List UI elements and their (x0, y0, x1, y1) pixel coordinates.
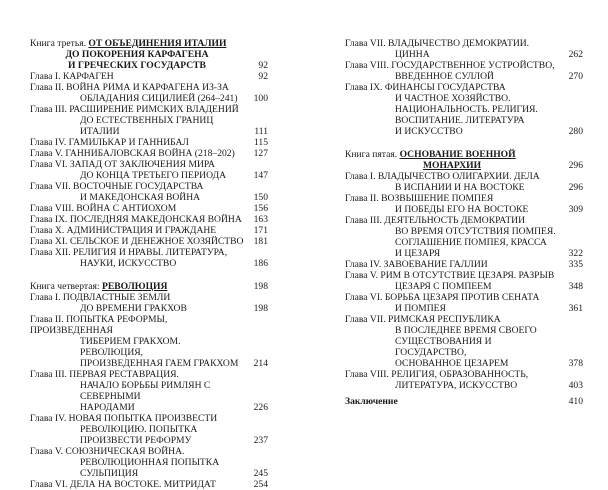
chapter-title-cont: НАРОДАМИ (80, 402, 135, 413)
toc-chapter[interactable] (30, 148, 268, 159)
toc-chapter[interactable] (30, 203, 268, 214)
page-number: 150 (253, 192, 268, 203)
chapter-title-cont: ЦЕЗАРЯ С ПОМПЕЕМ (395, 281, 492, 292)
chapter-title-cont: НАЧАЛО БОРЬБЫ РИМЛЯН С СЕВЕРНЫМИ (80, 380, 211, 402)
conclusion-title: Заключение (345, 396, 398, 407)
chapter-title: Глава III. РАСШИРЕНИЕ РИМСКИХ ВЛАДЕНИЙ (30, 104, 239, 115)
chapter-title-cont: НАУКИ, ИСКУССТВО (80, 258, 177, 269)
chapter-title-cont: ЦИННА (395, 49, 430, 60)
toc-left-column (30, 38, 268, 490)
page-number: 348 (568, 281, 583, 292)
book-title: ОТ ОБЪЕДИНЕНИЯ ИТАЛИИ (88, 38, 227, 49)
chapter-title: Глава V. РИМ В ОТСУТСТВИЕ ЦЕЗАРЯ. РАЗРЫВ (345, 270, 555, 281)
toc-chapter[interactable] (30, 247, 268, 269)
book-title: ОСНОВАНИЕ ВОЕННОЙ (399, 149, 516, 160)
page-number: 147 (253, 170, 268, 181)
book-prefix: Книга третья. (30, 38, 89, 49)
page-number: 226 (253, 402, 268, 413)
chapter-title-cont: ДО ВРЕМЕНИ ГРАКХОВ (80, 303, 187, 314)
page-number: 171 (253, 225, 268, 236)
chapter-title: Глава II. ВОЙНА РИМА И КАРФАГЕНА ИЗ-ЗА (30, 82, 229, 93)
chapter-title-cont: И ИСКУССТВО (395, 126, 463, 137)
chapter-title-cont: В ПОСЛЕДНЕЕ ВРЕМЯ СВОЕГО (395, 325, 537, 336)
toc-chapter[interactable] (345, 369, 583, 391)
toc-chapter[interactable] (30, 159, 268, 181)
toc-chapter[interactable] (30, 413, 268, 446)
page-number: 92 (258, 60, 268, 71)
book-title: РЕВОЛЮЦИЯ (101, 281, 168, 292)
page-number: 280 (568, 126, 583, 137)
page-number: 181 (253, 236, 268, 247)
chapter-title: Глава IV. ЗАВОЕВАНИЕ ГАЛЛИИ (345, 259, 488, 270)
chapter-title: Глава V. ГАННИБАЛОВСКАЯ ВОЙНА (218–202) (30, 148, 235, 159)
toc-chapter[interactable] (30, 82, 268, 104)
page-number: 262 (568, 49, 583, 60)
chapter-title-cont: И ПОМПЕЯ (395, 303, 446, 314)
book-title-line: И ГРЕЧЕСКИХ ГОСУДАРСТВ (68, 60, 206, 71)
page-number: 361 (568, 303, 583, 314)
chapter-title-cont: И ПОБЕДЫ ЕГО НА ВОСТОКЕ (395, 204, 529, 215)
chapter-title-cont: СОГЛАШЕНИЕ ПОМПЕЯ, КРАССА (395, 237, 547, 248)
page-number: 156 (253, 203, 268, 214)
toc-chapter[interactable] (345, 270, 583, 292)
page-number: 270 (568, 71, 583, 82)
toc-chapter[interactable] (30, 446, 268, 479)
page-number: 198 (253, 281, 268, 292)
page-number: 214 (253, 358, 268, 369)
toc-chapter[interactable] (30, 369, 268, 413)
chapter-title: Глава VIII. РЕЛИГИЯ, ОБРАЗОВАННОСТЬ, (345, 369, 529, 380)
toc-chapter[interactable] (345, 38, 583, 60)
toc-chapter[interactable] (345, 82, 583, 137)
chapter-title-cont: ТИБЕРИЕМ ГРАКХОМ. РЕВОЛЮЦИЯ, (80, 336, 181, 358)
chapter-title: Глава VI. ЗАПАД ОТ ЗАКЛЮЧЕНИЯ МИРА (30, 159, 215, 170)
chapter-title-cont: И ЦЕЗАРЯ (395, 248, 441, 259)
chapter-title-cont: ВО ВРЕМЯ ОТСУТСТВИЯ ПОМПЕЯ. (395, 226, 556, 237)
chapter-title-cont: РЕВОЛЮЦИОННАЯ ПОПЫТКА (80, 457, 220, 468)
chapter-title: Глава IX. ПОСЛЕДНЯЯ МАКЕДОНСКАЯ ВОЙНА (30, 214, 242, 225)
page-number: 403 (568, 380, 583, 391)
chapter-title-cont: И ЧАСТНОЕ ХОЗЯЙСТВО. (395, 93, 511, 104)
chapter-title-cont: И МАКЕДОНСКАЯ ВОЙНА (80, 192, 201, 203)
chapter-title: Глава V. СОЮЗНИЧЕСКАЯ ВОЙНА. (30, 446, 185, 457)
chapter-title-cont: ПРОИЗВЕСТИ РЕФОРМУ (80, 435, 192, 446)
chapter-title: Глава VI. БОРЬБА ЦЕЗАРЯ ПРОТИВ СЕНАТА (345, 292, 540, 303)
page-number: 198 (253, 303, 268, 314)
chapter-title: Глава IV. ГАМИЛЬКАР И ГАННИБАЛ (30, 137, 189, 148)
chapter-title: Глава I. ПОДВЛАСТНЫЕ ЗЕМЛИ (30, 292, 171, 303)
chapter-title-cont: ВОСПИТАНИЕ. ЛИТЕРАТУРА (395, 115, 525, 126)
chapter-title: Глава IV. НОВАЯ ПОПЫТКА ПРОИЗВЕСТИ (30, 413, 218, 424)
page-number: 410 (568, 396, 583, 407)
chapter-title-cont: СУЛЬПИЦИЯ (80, 468, 139, 479)
toc-chapter[interactable] (30, 236, 268, 247)
chapter-title: Глава VIII. ВОЙНА С АНТИОХОМ (30, 203, 177, 214)
chapter-title: Глава VII. ВОСТОЧНЫЕ ГОСУДАРСТВА (30, 181, 204, 192)
page-number: 296 (568, 160, 583, 171)
page-number: 245 (253, 468, 268, 479)
toc-chapter[interactable] (345, 60, 583, 82)
page-number: 237 (253, 435, 268, 446)
book-prefix: Книга четвертая: (30, 281, 102, 292)
toc-chapter[interactable] (345, 193, 583, 215)
chapter-title: Глава XII. РЕЛИГИЯ И НРАВЫ. ЛИТЕРАТУРА, (30, 247, 228, 258)
toc-book-five[interactable] (345, 149, 583, 171)
chapter-title-cont: ОБЛАДАНИЯ СИЦИЛИЕЙ (264–241) (80, 93, 238, 104)
chapter-title-cont: ПРОИЗВЕДЕННАЯ ГАЕМ ГРАКХОМ (80, 358, 239, 369)
page-number: 115 (253, 137, 268, 148)
page-number: 92 (258, 71, 268, 82)
toc-chapter[interactable] (345, 171, 583, 193)
page-number: 378 (568, 358, 583, 369)
toc-chapter[interactable] (30, 292, 268, 314)
chapter-title: Глава VII. ВЛАДЫЧЕСТВО ДЕМОКРАТИИ. (345, 38, 530, 49)
toc-book-three[interactable] (30, 38, 268, 71)
chapter-title-cont: ВВЕДЕННОЕ СУЛЛОЙ (395, 71, 494, 82)
chapter-title-cont: РЕВОЛЮЦИЮ. ПОПЫТКА (80, 424, 198, 435)
page-number: 100 (253, 93, 268, 104)
toc-chapter[interactable] (345, 314, 583, 369)
chapter-title: Глава II. ВОЗВЫШЕНИЕ ПОМПЕЯ (345, 193, 494, 204)
chapter-title-cont: ОСНОВАННОЕ ЦЕЗАРЕМ (395, 358, 509, 369)
page-number: 309 (568, 204, 583, 215)
page-number: 186 (253, 258, 268, 269)
page-number: 111 (254, 126, 268, 137)
toc-chapter[interactable] (345, 215, 583, 259)
page-number: 335 (568, 259, 583, 270)
toc-chapter[interactable] (345, 292, 583, 314)
toc-chapter[interactable] (30, 225, 268, 236)
chapter-title: Глава VII. РИМСКАЯ РЕСПУБЛИКА (345, 314, 501, 325)
page-number: 322 (568, 248, 583, 259)
toc-chapter[interactable] (30, 314, 268, 369)
chapter-title: Глава I. КАРФАГЕН (30, 71, 114, 82)
chapter-title-cont: ЛИТЕРАТУРА, ИСКУССТВО (395, 380, 518, 391)
toc-chapter[interactable] (30, 71, 268, 82)
toc-right-column (345, 38, 583, 407)
book-title-line: МОНАРХИИ (422, 160, 482, 171)
chapter-title: Глава XI. СЕЛЬСКОЕ И ДЕНЕЖНОЕ ХОЗЯЙСТВО (30, 236, 244, 247)
page-number: 127 (253, 148, 268, 159)
chapter-title: Глава X. АДМИНИСТРАЦИЯ И ГРАЖДАНЕ (30, 225, 217, 236)
toc-book-four[interactable] (30, 281, 268, 292)
chapter-title: Глава III. ПЕРВАЯ РЕСТАВРАЦИЯ. (30, 369, 179, 380)
chapter-title: Глава IX. ФИНАНСЫ ГОСУДАРСТВА (345, 82, 506, 93)
chapter-title: Глава VIII. ГОСУДАРСТВЕННОЕ УСТРОЙСТВО, (345, 60, 555, 71)
chapter-title: Глава II. ПОПЫТКА РЕФОРМЫ, ПРОИЗВЕДЕННАЯ (30, 314, 168, 336)
chapter-title: Глава I. ВЛАДЫЧЕСТВО ОЛИГАРХИИ. ДЕЛА (345, 171, 540, 182)
page-number: 163 (253, 214, 268, 225)
chapter-title-cont: НАЦИОНАЛЬНОСТЬ. РЕЛИГИЯ. (395, 104, 538, 115)
toc-chapter[interactable] (30, 104, 268, 137)
toc-chapter[interactable] (345, 259, 583, 270)
book-title-line: ДО ПОКОРЕНИЯ КАРФАГЕНА (65, 49, 209, 60)
chapter-title-cont: ДО КОНЦА ТРЕТЬЕГО ПЕРИОДА (80, 170, 227, 181)
chapter-title-cont: В ИСПАНИИ И НА ВОСТОКЕ (395, 182, 525, 193)
chapter-title-cont: ДО ЕСТЕСТВЕННЫХ ГРАНИЦ ИТАЛИИ (80, 115, 214, 137)
chapter-title-cont: СУЩЕСТВОВАНИЯ И ГОСУДАРСТВО, (395, 336, 492, 358)
page-number: 254 (253, 479, 268, 490)
toc-chapter[interactable] (30, 137, 268, 148)
toc-conclusion[interactable] (345, 396, 583, 407)
toc-chapter[interactable] (30, 181, 268, 203)
toc-chapter[interactable] (30, 479, 268, 490)
chapter-title: Глава III. ДЕЯТЕЛЬНОСТЬ ДЕМОКРАТИИ (345, 215, 526, 226)
book-prefix: Книга пятая. (345, 149, 400, 160)
toc-chapter[interactable] (30, 214, 268, 225)
chapter-title: Глава VI. ДЕЛА НА ВОСТОКЕ. МИТРИДАТ (30, 479, 216, 490)
page-number: 296 (568, 182, 583, 193)
